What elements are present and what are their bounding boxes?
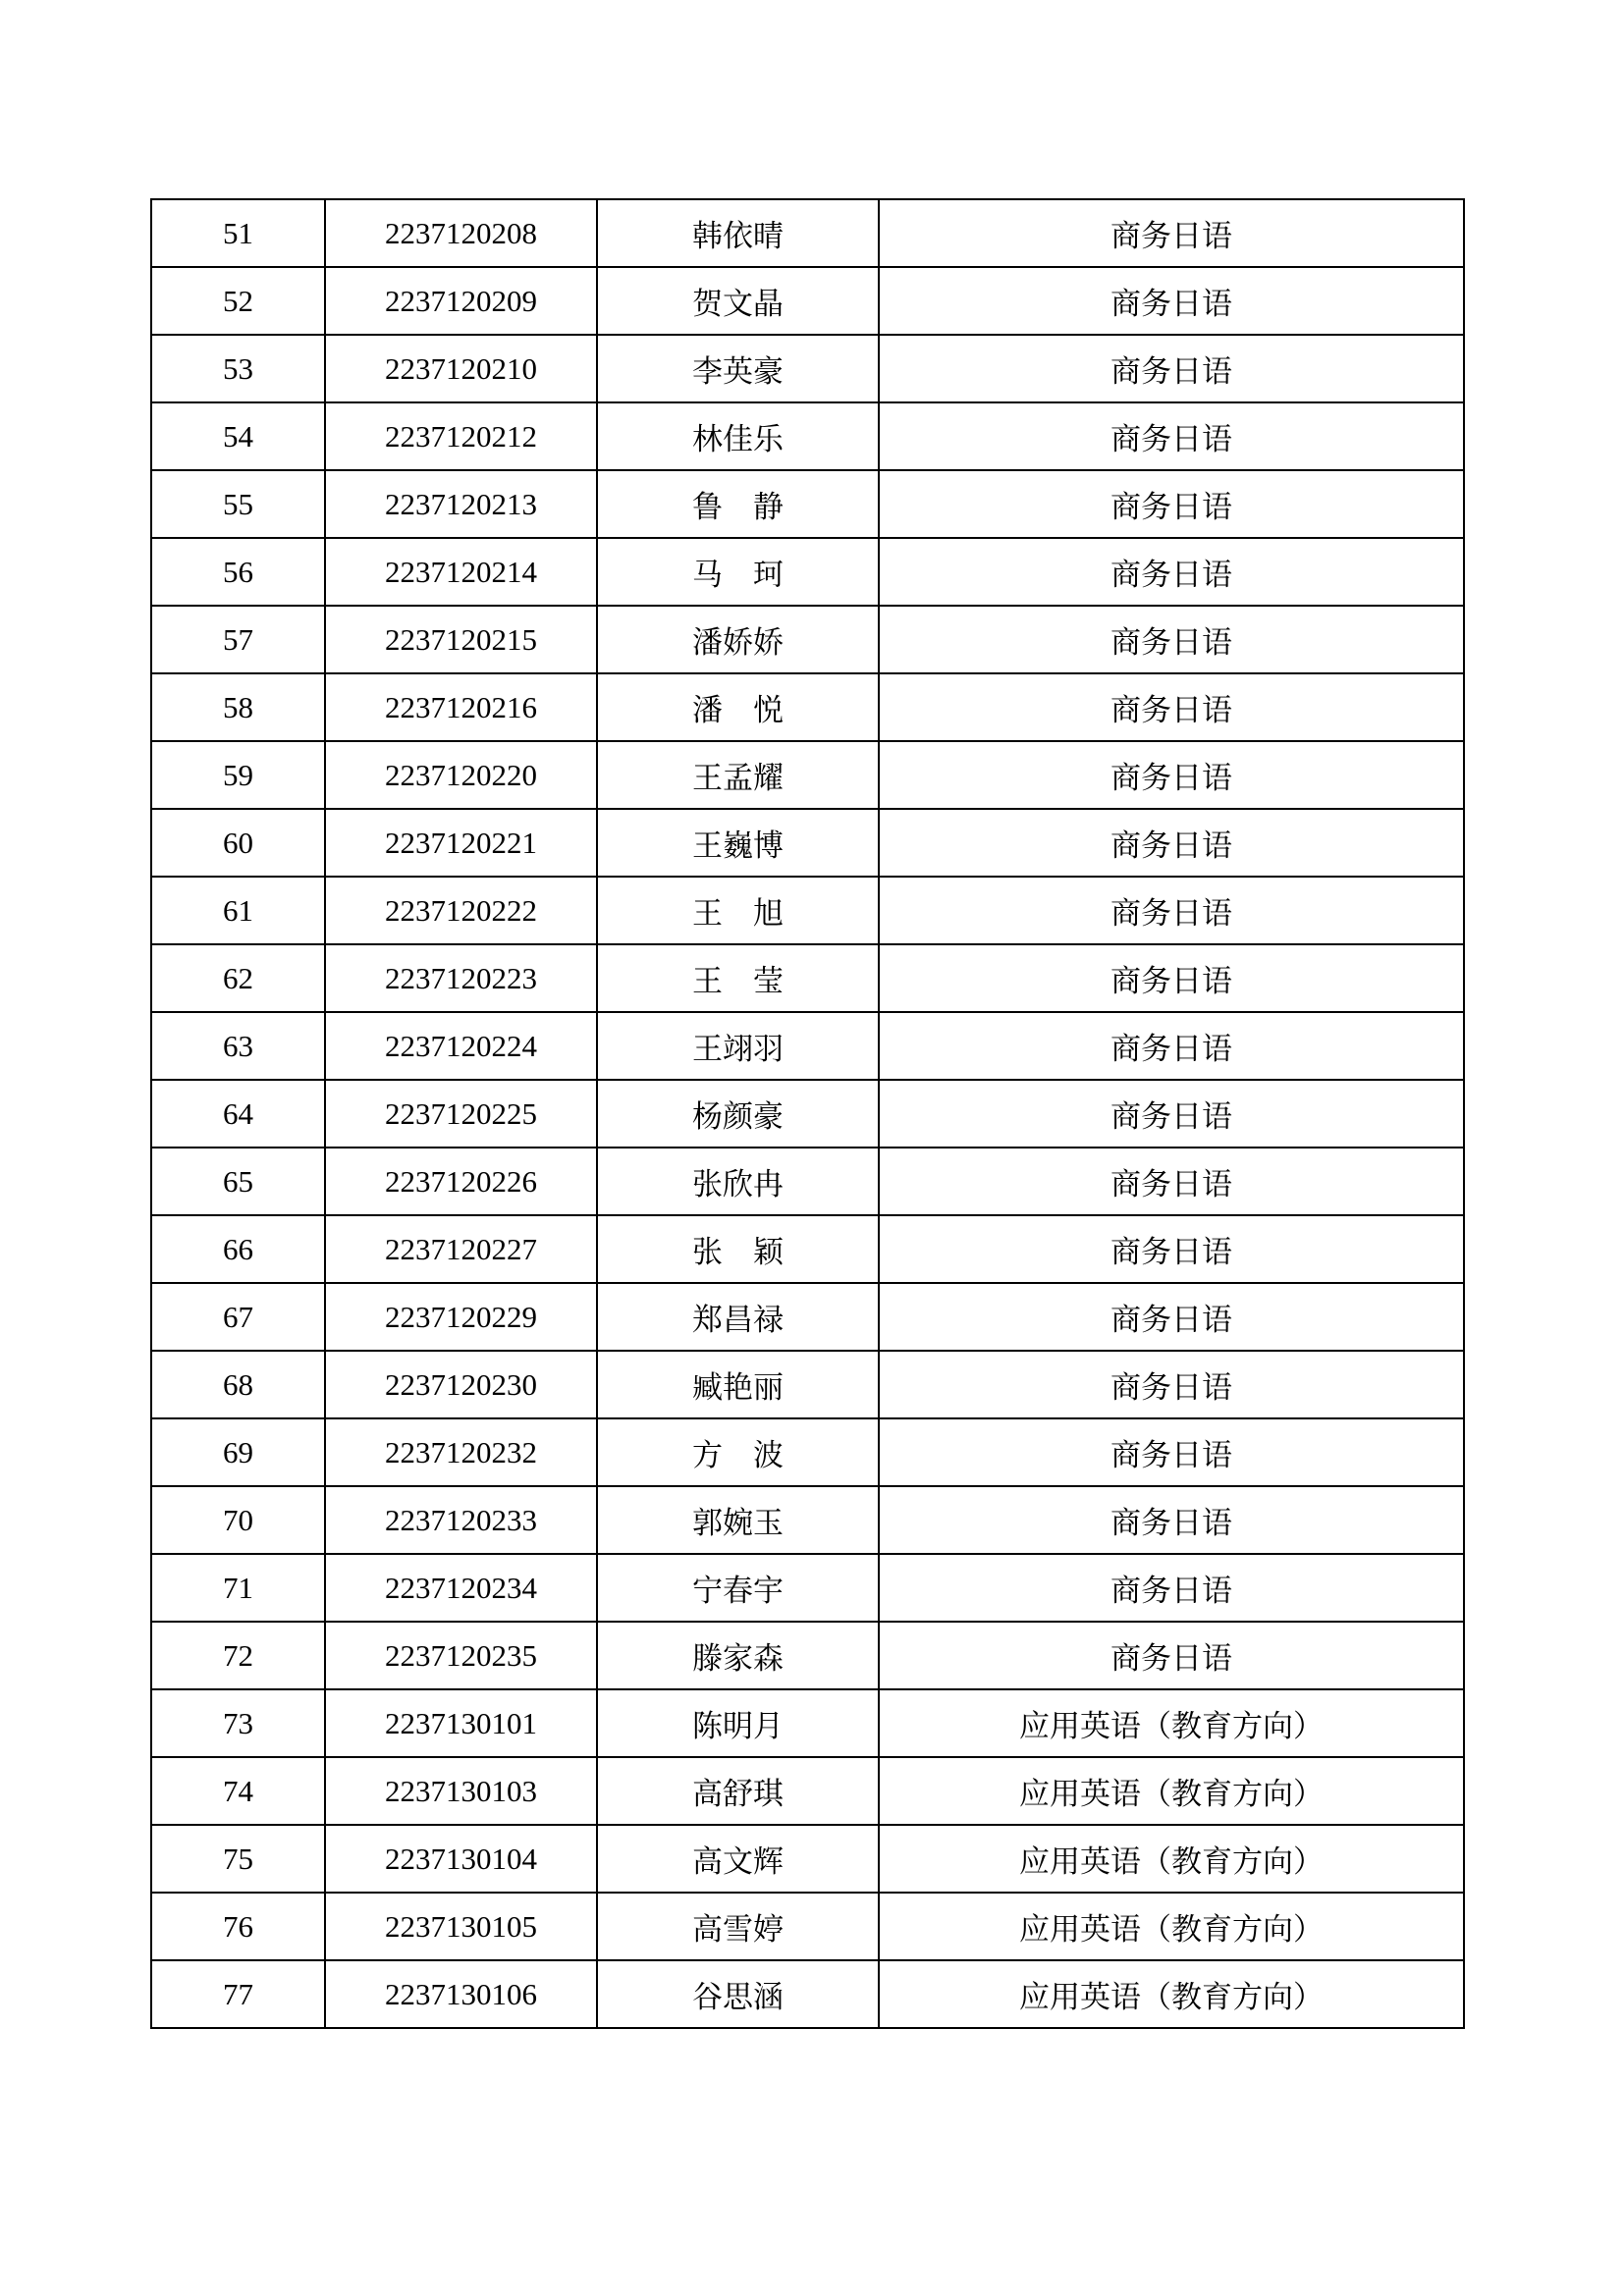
- table-row: [151, 944, 1464, 1012]
- name-cell: 王翊羽: [597, 1012, 879, 1080]
- table-row: [151, 1689, 1464, 1757]
- student-id-cell: 2237120221: [325, 809, 597, 877]
- student-id-cell: 2237120230: [325, 1351, 597, 1418]
- student-id-cell: 2237120222: [325, 877, 597, 944]
- name-cell: 滕家森: [597, 1622, 879, 1689]
- table-row: [151, 741, 1464, 809]
- major-cell: 应用英语（教育方向）: [879, 1757, 1464, 1825]
- student-id-cell: 2237120216: [325, 673, 597, 741]
- student-id-cell: 2237120227: [325, 1215, 597, 1283]
- table-body: [151, 199, 1464, 2028]
- seq-cell: 73: [151, 1689, 325, 1757]
- name-cell: 王孟耀: [597, 741, 879, 809]
- table-row: [151, 673, 1464, 741]
- major-cell: 商务日语: [879, 538, 1464, 606]
- table-row: [151, 1283, 1464, 1351]
- table-row: [151, 1486, 1464, 1554]
- student-id-cell: 2237120208: [325, 199, 597, 267]
- name-cell: 宁春宇: [597, 1554, 879, 1622]
- student-id-cell: 2237120224: [325, 1012, 597, 1080]
- name-cell: 王 莹: [597, 944, 879, 1012]
- major-cell: 商务日语: [879, 267, 1464, 335]
- major-cell: 商务日语: [879, 1012, 1464, 1080]
- major-cell: 商务日语: [879, 741, 1464, 809]
- name-cell: 潘 悦: [597, 673, 879, 741]
- seq-cell: 53: [151, 335, 325, 402]
- student-id-cell: 2237120210: [325, 335, 597, 402]
- table-row: [151, 877, 1464, 944]
- student-id-cell: 2237120209: [325, 267, 597, 335]
- major-cell: 商务日语: [879, 1080, 1464, 1148]
- major-cell: 商务日语: [879, 470, 1464, 538]
- name-cell: 方 波: [597, 1418, 879, 1486]
- table-row: [151, 1893, 1464, 1960]
- student-list-table: [150, 198, 1465, 2029]
- seq-cell: 74: [151, 1757, 325, 1825]
- student-id-cell: 2237120225: [325, 1080, 597, 1148]
- seq-cell: 62: [151, 944, 325, 1012]
- seq-cell: 64: [151, 1080, 325, 1148]
- name-cell: 谷思涵: [597, 1960, 879, 2028]
- student-id-cell: 2237120226: [325, 1148, 597, 1215]
- seq-cell: 58: [151, 673, 325, 741]
- seq-cell: 65: [151, 1148, 325, 1215]
- student-id-cell: 2237120213: [325, 470, 597, 538]
- seq-cell: 71: [151, 1554, 325, 1622]
- table-row: [151, 1622, 1464, 1689]
- student-id-cell: 2237130103: [325, 1757, 597, 1825]
- major-cell: 商务日语: [879, 877, 1464, 944]
- table-row: [151, 267, 1464, 335]
- table-row: [151, 402, 1464, 470]
- seq-cell: 61: [151, 877, 325, 944]
- name-cell: 韩依晴: [597, 199, 879, 267]
- seq-cell: 59: [151, 741, 325, 809]
- seq-cell: 75: [151, 1825, 325, 1893]
- seq-cell: 77: [151, 1960, 325, 2028]
- major-cell: 商务日语: [879, 335, 1464, 402]
- student-id-cell: 2237130101: [325, 1689, 597, 1757]
- seq-cell: 60: [151, 809, 325, 877]
- seq-cell: 72: [151, 1622, 325, 1689]
- seq-cell: 67: [151, 1283, 325, 1351]
- name-cell: 林佳乐: [597, 402, 879, 470]
- seq-cell: 68: [151, 1351, 325, 1418]
- table-row: [151, 538, 1464, 606]
- name-cell: 王 旭: [597, 877, 879, 944]
- table-row: [151, 1351, 1464, 1418]
- major-cell: 商务日语: [879, 402, 1464, 470]
- major-cell: 商务日语: [879, 1418, 1464, 1486]
- table-row: [151, 606, 1464, 673]
- seq-cell: 56: [151, 538, 325, 606]
- student-id-cell: 2237120229: [325, 1283, 597, 1351]
- name-cell: 张欣冉: [597, 1148, 879, 1215]
- major-cell: 商务日语: [879, 944, 1464, 1012]
- student-id-cell: 2237120215: [325, 606, 597, 673]
- seq-cell: 54: [151, 402, 325, 470]
- table-row: [151, 335, 1464, 402]
- seq-cell: 55: [151, 470, 325, 538]
- major-cell: 商务日语: [879, 1283, 1464, 1351]
- name-cell: 马 珂: [597, 538, 879, 606]
- major-cell: 商务日语: [879, 1486, 1464, 1554]
- seq-cell: 51: [151, 199, 325, 267]
- table-row: [151, 1554, 1464, 1622]
- name-cell: 鲁 静: [597, 470, 879, 538]
- table-row: [151, 1215, 1464, 1283]
- seq-cell: 76: [151, 1893, 325, 1960]
- name-cell: 臧艳丽: [597, 1351, 879, 1418]
- name-cell: 潘娇娇: [597, 606, 879, 673]
- seq-cell: 66: [151, 1215, 325, 1283]
- major-cell: 应用英语（教育方向）: [879, 1960, 1464, 2028]
- table-row: [151, 1012, 1464, 1080]
- seq-cell: 57: [151, 606, 325, 673]
- student-id-cell: 2237120232: [325, 1418, 597, 1486]
- seq-cell: 70: [151, 1486, 325, 1554]
- student-id-cell: 2237120212: [325, 402, 597, 470]
- student-id-cell: 2237120235: [325, 1622, 597, 1689]
- major-cell: 应用英语（教育方向）: [879, 1825, 1464, 1893]
- name-cell: 高文辉: [597, 1825, 879, 1893]
- major-cell: 商务日语: [879, 809, 1464, 877]
- table-row: [151, 1960, 1464, 2028]
- table-row: [151, 1148, 1464, 1215]
- name-cell: 陈明月: [597, 1689, 879, 1757]
- major-cell: 商务日语: [879, 1554, 1464, 1622]
- table-row: [151, 470, 1464, 538]
- name-cell: 高雪婷: [597, 1893, 879, 1960]
- student-id-cell: 2237120214: [325, 538, 597, 606]
- name-cell: 张 颖: [597, 1215, 879, 1283]
- student-id-cell: 2237120223: [325, 944, 597, 1012]
- major-cell: 商务日语: [879, 199, 1464, 267]
- seq-cell: 52: [151, 267, 325, 335]
- major-cell: 商务日语: [879, 606, 1464, 673]
- name-cell: 王巍博: [597, 809, 879, 877]
- major-cell: 商务日语: [879, 1215, 1464, 1283]
- seq-cell: 63: [151, 1012, 325, 1080]
- major-cell: 应用英语（教育方向）: [879, 1689, 1464, 1757]
- table-row: [151, 1825, 1464, 1893]
- major-cell: 应用英语（教育方向）: [879, 1893, 1464, 1960]
- table-row: [151, 1418, 1464, 1486]
- name-cell: 杨颜豪: [597, 1080, 879, 1148]
- student-id-cell: 2237120220: [325, 741, 597, 809]
- seq-cell: 69: [151, 1418, 325, 1486]
- student-id-cell: 2237120234: [325, 1554, 597, 1622]
- major-cell: 商务日语: [879, 673, 1464, 741]
- table-row: [151, 809, 1464, 877]
- name-cell: 郭婉玉: [597, 1486, 879, 1554]
- name-cell: 高舒琪: [597, 1757, 879, 1825]
- name-cell: 贺文晶: [597, 267, 879, 335]
- table-row: [151, 199, 1464, 267]
- major-cell: 商务日语: [879, 1148, 1464, 1215]
- major-cell: 商务日语: [879, 1622, 1464, 1689]
- table-row: [151, 1757, 1464, 1825]
- name-cell: 郑昌禄: [597, 1283, 879, 1351]
- table-row: [151, 1080, 1464, 1148]
- major-cell: 商务日语: [879, 1351, 1464, 1418]
- student-id-cell: 2237130105: [325, 1893, 597, 1960]
- student-id-cell: 2237130106: [325, 1960, 597, 2028]
- student-id-cell: 2237120233: [325, 1486, 597, 1554]
- student-id-cell: 2237130104: [325, 1825, 597, 1893]
- name-cell: 李英豪: [597, 335, 879, 402]
